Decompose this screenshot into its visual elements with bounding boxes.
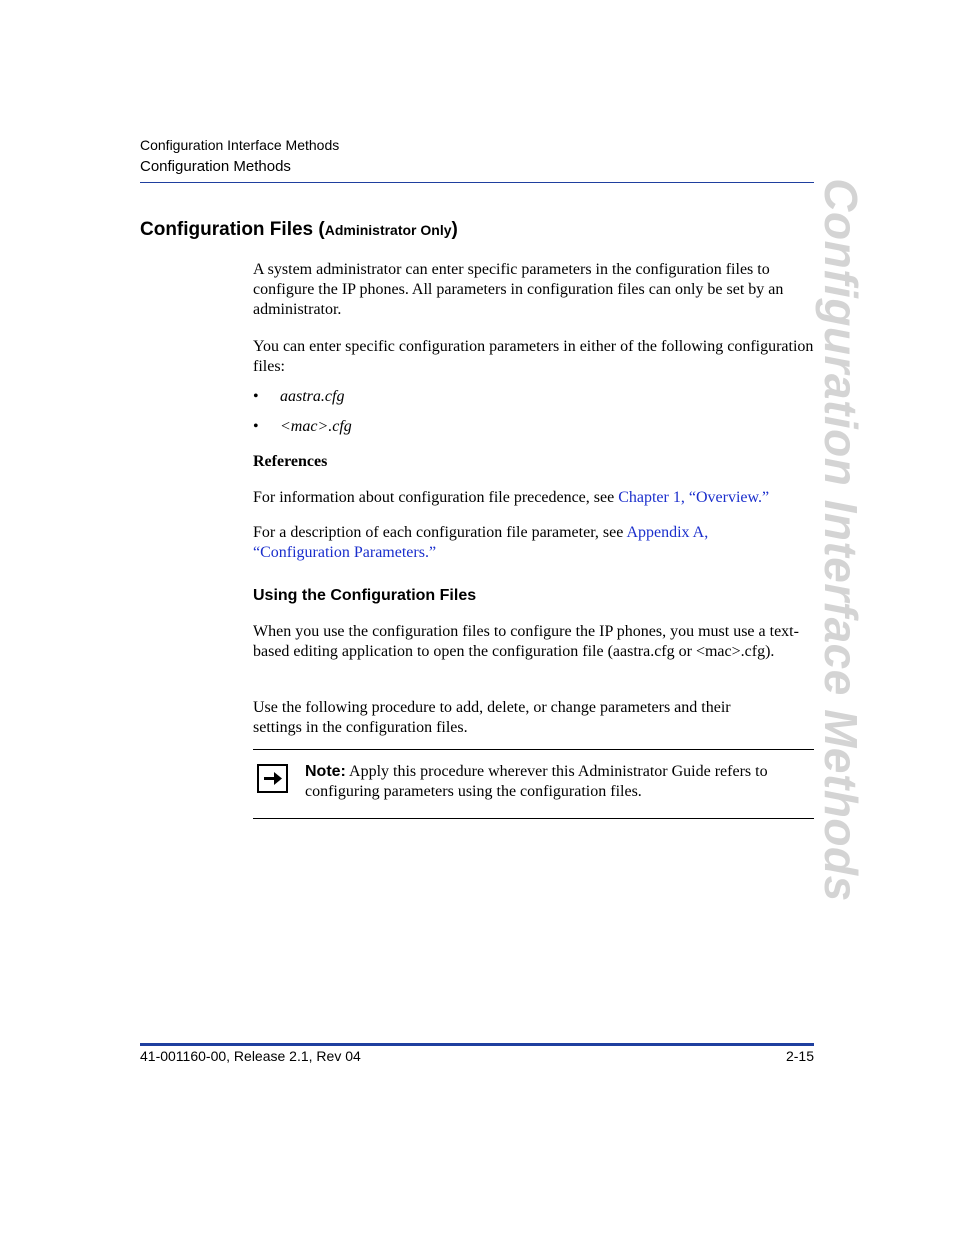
note-top-rule: [253, 749, 814, 750]
bullet-symbol: •: [253, 418, 259, 435]
header-section-title: Configuration Methods: [140, 158, 291, 175]
chapter-1-link[interactable]: Chapter 1, “Overview.”: [618, 489, 770, 506]
note-body: [305, 762, 815, 802]
bullet-symbol: •: [253, 388, 259, 405]
note-bottom-rule: [253, 818, 814, 819]
reference-text: For a description of each configuration file parameter, see: [253, 524, 627, 541]
using-paragraph-2: Use the following procedure to add, delete, or change parameters and their settings in the configuration files.: [253, 699, 731, 736]
section-heading-close: ): [451, 219, 458, 240]
list-item-text: <mac>.cfg: [280, 418, 352, 435]
references-heading: References: [253, 453, 328, 470]
footer-rule: [140, 1043, 814, 1046]
section-heading-qualifier: Administrator Only: [324, 222, 452, 238]
intro-paragraph-2: You can enter specific configuration parameters in either of the following configuration files:: [253, 338, 814, 375]
running-header: [140, 137, 814, 177]
note-text: Apply this procedure wherever this Administrator Guide refers to configuring parameters using the configuration files.: [305, 763, 768, 800]
section-heading: [140, 218, 458, 242]
side-tab-label: Configuration Interface Methods: [815, 178, 867, 902]
footer-page-number: 2-15: [785, 1048, 814, 1064]
reference-text: For information about configuration file precedence, see: [253, 489, 619, 506]
header-rule: [140, 182, 814, 183]
note-label: Note:: [305, 763, 346, 780]
appendix-a-link[interactable]: Appendix A, “Configuration Parameters.”: [253, 524, 709, 561]
subsection-heading: Using the Configuration Files: [253, 587, 477, 604]
reference-paragraph-1: [253, 488, 815, 508]
reference-paragraph-2: [253, 523, 753, 563]
intro-paragraph-1: A system administrator can enter specific parameters in the configuration files to configure the IP phones. All parameters in configuration files can only be set by an administrator.: [253, 261, 784, 318]
footer-document-id: 41-001160-00, Release 2.1, Rev 04: [140, 1048, 361, 1064]
header-chapter-title: Configuration Interface Methods: [140, 137, 340, 153]
section-heading-text: Configuration Files (: [140, 219, 325, 240]
arrow-right-icon: [257, 764, 288, 793]
using-paragraph-1: When you use the configuration files to configure the IP phones, you must use a text-based editing application to open the configuration file (aastra.cfg or <mac>.cfg).: [253, 623, 799, 660]
list-item-text: aastra.cfg: [280, 388, 345, 405]
